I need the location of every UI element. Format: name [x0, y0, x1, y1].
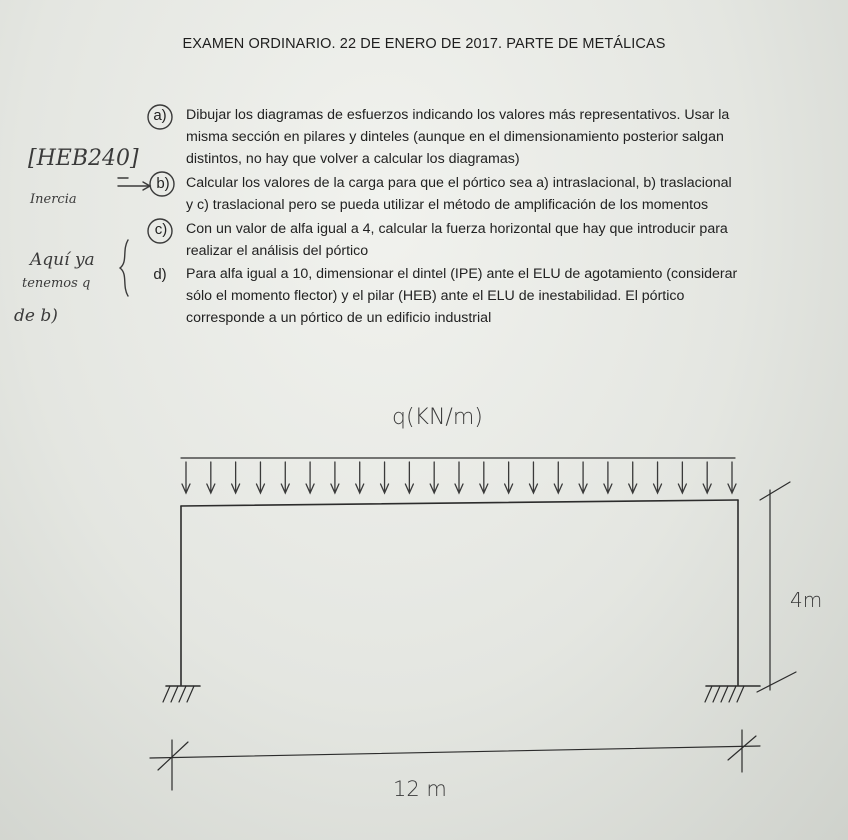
load-arrow [331, 462, 339, 493]
height-dimension-tick-bottom [757, 672, 796, 692]
circle-mark-c [148, 219, 172, 243]
load-arrow [281, 462, 289, 493]
question-a-line: distintos, no hay que volver a calcular los diagramas) [186, 151, 520, 168]
question-b-line: Calcular los valores de la carga para que el pórtico sea a) intraslacional, b) traslacional [186, 175, 732, 191]
question-a-line: Dibujar los diagramas de esfuerzos indicando los valores más representativos. Usar la [186, 107, 730, 123]
circle-mark-b [150, 172, 174, 196]
load-arrow [654, 462, 662, 493]
load-arrow [480, 462, 488, 493]
page-title: EXAMEN ORDINARIO. 22 DE ENERO DE 2017. PARTE DE METÁLICAS [182, 36, 666, 52]
span-label: 12 m [393, 777, 447, 801]
load-arrow [505, 462, 513, 493]
height-label: 4m [790, 588, 823, 612]
load-arrow [703, 462, 711, 493]
note-brace [120, 240, 128, 296]
question-c-line: realizar el análisis del pórtico [186, 243, 369, 260]
load-label: q(KN/m) [392, 405, 483, 430]
load-arrow [306, 462, 314, 493]
note-aqui-ya: Aquí ya [30, 250, 95, 270]
load-arrow [529, 462, 537, 493]
note-tenemos-q: tenemos q [22, 276, 91, 291]
note-inercia: Inercia [30, 192, 77, 207]
question-c-line: Con un valor de alfa igual a 4, calcular la fuerza horizontal que hay que introducir para [186, 221, 728, 237]
left-support-hatch [163, 686, 194, 702]
span-dimension-line [150, 746, 760, 758]
note-de-b: de b) [14, 306, 58, 326]
load-arrow [207, 462, 215, 493]
question-c-label: c) [154, 221, 168, 238]
load-arrow [455, 462, 463, 493]
load-arrow [728, 462, 736, 493]
load-arrow [182, 462, 190, 493]
load-arrow [356, 462, 364, 493]
load-arrow [604, 462, 612, 493]
load-arrow [579, 462, 587, 493]
distributed-load-arrows [182, 462, 736, 493]
question-d-line: Para alfa igual a 10, dimensionar el dintel (IPE) ante el ELU de agotamiento (considerar [186, 266, 738, 282]
load-arrow [430, 462, 438, 493]
span-dimension-tick-left [158, 742, 188, 770]
load-arrow [629, 462, 637, 493]
load-arrow [381, 462, 389, 493]
question-d-line: sólo el momento flector) y el pilar (HEB) ante el ELU de inestabilidad. El pórtico [186, 288, 685, 305]
question-d-line: corresponde a un pórtico de un edificio industrial [186, 310, 492, 327]
height-dimension-tick-top [760, 482, 790, 500]
beam [181, 500, 738, 506]
question-d-label: d) [153, 266, 167, 283]
load-arrow [405, 462, 413, 493]
note-section-heb240: [HEB240] [28, 146, 139, 171]
load-arrow [554, 462, 562, 493]
question-b-label: b) [156, 175, 170, 192]
question-a-line: misma sección en pilares y dinteles (aunque en el dimensionamiento posterior salgan [186, 129, 724, 146]
load-arrow [256, 462, 264, 493]
circle-mark-a [148, 105, 172, 129]
load-arrow [232, 462, 240, 493]
right-support-hatch [705, 686, 744, 702]
load-arrow [678, 462, 686, 493]
question-a-label: a) [153, 107, 167, 124]
question-b-line: y c) traslacional pero se pueda utilizar el método de amplificación de los momentos [186, 197, 709, 214]
